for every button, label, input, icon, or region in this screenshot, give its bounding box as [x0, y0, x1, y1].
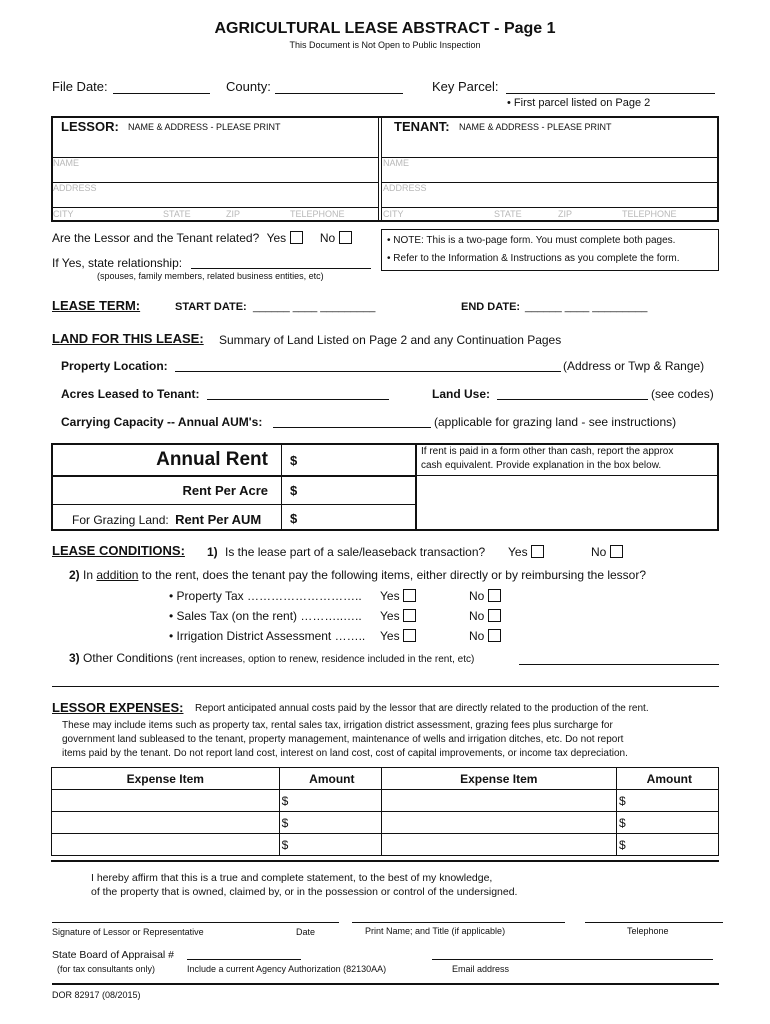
expense-table — [51, 767, 719, 856]
annual-rent-field[interactable] — [300, 446, 414, 474]
expense-amount-cell[interactable] — [617, 790, 719, 812]
lessor-state-label: STATE — [163, 209, 191, 219]
q1-number: 1) — [207, 545, 218, 559]
county-field[interactable] — [275, 93, 403, 94]
q2-property-tax-yes-checkbox[interactable] — [403, 589, 416, 602]
rent-per-aum-field[interactable] — [300, 506, 414, 529]
q2-sales-tax-yes-checkbox[interactable] — [403, 609, 416, 622]
carrying-capacity-field[interactable] — [273, 427, 431, 428]
amount-currency: $ — [619, 815, 626, 830]
lease-term-heading: LEASE TERM: — [52, 298, 141, 313]
email-field[interactable] — [432, 959, 713, 960]
q2-sales-tax-yes-label: Yes — [380, 609, 400, 623]
q2-underlined: addition — [96, 568, 139, 582]
tenant-zip-label: ZIP — [558, 209, 573, 219]
expenses-para-2: government land subleased to the tenant, property management, maintenance of wells and irrigation ditches, etc. Do not report — [62, 734, 624, 745]
q3-field[interactable] — [519, 664, 719, 665]
state-board-label: State Board of Appraisal # — [52, 949, 174, 961]
q1-yes-label: Yes — [508, 545, 528, 559]
end-date-field[interactable]: ______ ____ _________ — [525, 301, 648, 313]
rent-per-aum-currency: $ — [290, 511, 298, 526]
q3-hint: (rent increases, option to renew, residence included in the rent, etc) — [176, 654, 475, 665]
q3 — [69, 651, 474, 665]
q1-no-checkbox[interactable] — [610, 545, 623, 558]
relationship-examples: (spouses, family members, related business entities, etc) — [97, 271, 324, 281]
lessor-expenses-heading: LESSOR EXPENSES: — [52, 700, 184, 715]
expense-amount-cell[interactable] — [617, 812, 719, 834]
expense-item-cell[interactable] — [381, 790, 617, 812]
start-date-label: START DATE: — [175, 301, 247, 313]
q3-field-line-2[interactable] — [52, 686, 719, 687]
q2-property-tax-yes-label: Yes — [380, 589, 400, 603]
expenses-para-3: items paid by the tenant. Do not report land cost, interest on land cost, cost of capital improvements, or income tax depreciation. — [62, 748, 628, 759]
lessor-expenses-intro: Report anticipated annual costs paid by the lessor that are directly related to the production of the rent. — [195, 703, 649, 714]
amount-header-right: Amount — [617, 768, 719, 790]
lessor-zip-label: ZIP — [226, 209, 241, 219]
q2-sales-tax-no-label: No — [469, 609, 485, 623]
lessor-heading: LESSOR: — [61, 119, 119, 134]
tenant-telephone-label: TELEPHONE — [622, 209, 677, 219]
rent-per-acre-currency: $ — [290, 483, 298, 498]
telephone-field[interactable] — [585, 922, 723, 923]
tenant-address-label: ADDRESS — [383, 183, 427, 193]
relationship-label: If Yes, state relationship: — [52, 256, 183, 270]
q2-item-sales-tax: • Sales Tax (on the rent) ………..….. — [169, 609, 362, 623]
start-date-field[interactable]: ______ ____ _________ — [253, 301, 376, 313]
land-use-hint: (see codes) — [651, 387, 714, 401]
land-use-label: Land Use: — [432, 387, 491, 401]
consultants-note: (for tax consultants only) — [57, 964, 156, 974]
amount-currency: $ — [281, 815, 289, 830]
related-question — [52, 231, 352, 245]
expense-row — [52, 790, 719, 812]
q3-text: Other Conditions — [83, 651, 174, 665]
signature-label: Signature of Lessor or Representative — [52, 927, 204, 937]
q1-text: Is the lease part of a sale/leaseback transaction? — [225, 545, 486, 559]
file-date-label: File Date: — [52, 79, 108, 94]
q2-irrigation-no-checkbox[interactable] — [488, 629, 501, 642]
telephone-label: Telephone — [627, 926, 669, 936]
amount-header-left: Amount — [279, 768, 381, 790]
q2-number: 2) — [69, 568, 80, 582]
other-form-note-1: If rent is paid in a form other than cash, report the approx — [421, 446, 674, 457]
property-location-hint: (Address or Twp & Range) — [563, 359, 705, 373]
expense-amount-cell[interactable] — [279, 834, 381, 856]
q2-pre: In — [83, 568, 94, 582]
lessor-instruction: NAME & ADDRESS - PLEASE PRINT — [128, 122, 281, 132]
key-parcel-label: Key Parcel: — [432, 79, 499, 94]
q2-item-property-tax: • Property Tax ……………………….. — [169, 589, 362, 603]
rent-per-aum-label: Rent Per AUM — [175, 512, 262, 527]
tenant-name-field[interactable] — [382, 158, 718, 182]
print-name-label: Print Name; and Title (if applicable) — [365, 926, 506, 936]
first-parcel-note: • First parcel listed on Page 2 — [507, 97, 651, 109]
q2-property-tax-no-label: No — [469, 589, 485, 603]
affirm-line-2: of the property that is owned, claimed by, or in the possession or control of the undersigned. — [91, 886, 518, 898]
print-name-field[interactable] — [352, 922, 565, 923]
key-parcel-field[interactable] — [506, 93, 715, 94]
date-label: Date — [296, 927, 316, 937]
amount-currency: $ — [619, 837, 626, 852]
signature-field[interactable] — [52, 922, 339, 923]
q3-number: 3) — [69, 651, 80, 665]
form-subtitle: This Document is Not Open to Public Inspection — [289, 40, 481, 50]
expenses-para-1: These may include items such as property tax, rental sales tax, irrigation district assessment, grazing fees plus surcharge for — [62, 720, 613, 731]
tenant-instruction: NAME & ADDRESS - PLEASE PRINT — [459, 122, 612, 132]
email-label: Email address — [452, 964, 510, 974]
carrying-capacity-hint: (applicable for grazing land - see instructions) — [434, 415, 677, 429]
lessor-address-field[interactable] — [52, 183, 378, 207]
amount-currency: $ — [281, 837, 289, 852]
q2-irrigation-no-label: No — [469, 629, 485, 643]
q1 — [207, 545, 485, 559]
land-use-field[interactable] — [497, 399, 648, 400]
expense-item-header-left: Expense Item — [52, 768, 280, 790]
acres-leased-label: Acres Leased to Tenant: — [61, 387, 200, 401]
tenant-city-label: CITY — [383, 209, 404, 219]
q1-no-label: No — [591, 545, 607, 559]
amount-currency: $ — [281, 793, 289, 808]
q2 — [69, 568, 646, 582]
form-number: DOR 82917 (08/2015) — [52, 990, 141, 1000]
land-summary: Summary of Land Listed on Page 2 and any Continuation Pages — [219, 333, 562, 347]
end-date-label: END DATE: — [461, 301, 521, 313]
q2-item-irrigation-no — [469, 629, 501, 643]
grazing-prefix: For Grazing Land: — [72, 513, 169, 527]
q2-item-sales-tax-no — [469, 609, 501, 623]
tenant-state-label: STATE — [494, 209, 522, 219]
rent-per-acre-field[interactable] — [300, 477, 414, 503]
expense-row — [52, 812, 719, 834]
expense-row — [52, 834, 719, 856]
annual-rent-currency: $ — [290, 453, 298, 468]
lease-conditions-heading: LEASE CONDITIONS: — [52, 543, 185, 558]
lessor-name-label: NAME — [53, 158, 80, 168]
note-two-page: • NOTE: This is a two-page form. You must complete both pages. — [387, 235, 676, 246]
related-no-checkbox[interactable] — [339, 231, 352, 244]
lessor-address-label: ADDRESS — [53, 183, 97, 193]
affirm-line-1: I hereby affirm that this is a true and complete statement, to the best of my knowledge, — [91, 872, 493, 884]
q1-yes-checkbox[interactable] — [531, 545, 544, 558]
q2-item-sales-tax-yes — [380, 609, 416, 623]
expense-table-header — [52, 768, 719, 790]
related-question-text: Are the Lessor and the Tenant related? — [52, 231, 260, 245]
carrying-capacity-label: Carrying Capacity -- Annual AUM's: — [61, 415, 263, 429]
other-form-note-2: cash equivalent. Provide explanation in the box below. — [421, 460, 662, 471]
expense-item-cell[interactable] — [381, 812, 617, 834]
rent-per-acre-label: Rent Per Acre — [182, 483, 268, 498]
relationship-field[interactable] — [191, 268, 371, 269]
related-yes-label: Yes — [266, 231, 287, 245]
related-no-label: No — [319, 231, 336, 245]
annual-rent-label: Annual Rent — [156, 449, 268, 470]
file-date-field[interactable] — [113, 93, 210, 94]
expense-item-cell[interactable] — [381, 834, 617, 856]
amount-currency: $ — [619, 793, 626, 808]
tenant-name-label: NAME — [383, 158, 410, 168]
q2-irrigation-yes-label: Yes — [380, 629, 400, 643]
q2-item-irrigation-yes — [380, 629, 416, 643]
related-yes-checkbox[interactable] — [290, 231, 303, 244]
expense-amount-cell[interactable] — [279, 790, 381, 812]
q2-property-tax-no-checkbox[interactable] — [488, 589, 501, 602]
q2-text: to the rent, does the tenant pay the following items, either directly or by reimbursing the lessor? — [141, 568, 647, 582]
tenant-address-field[interactable] — [382, 183, 718, 207]
land-heading: LAND FOR THIS LEASE: — [52, 331, 204, 346]
note-instructions: • Refer to the Information & Instructions as you complete the form. — [387, 253, 680, 264]
lessor-telephone-label: TELEPHONE — [290, 209, 345, 219]
property-location-field[interactable] — [175, 371, 561, 372]
grazing-land-label — [72, 512, 261, 527]
expense-item-cell[interactable] — [52, 790, 280, 812]
expense-item-header-right: Expense Item — [381, 768, 617, 790]
q2-item-property-tax-yes — [380, 589, 416, 603]
expense-amount-cell[interactable] — [617, 834, 719, 856]
q2-irrigation-yes-checkbox[interactable] — [403, 629, 416, 642]
q2-sales-tax-no-checkbox[interactable] — [488, 609, 501, 622]
lessor-city-label: CITY — [53, 209, 74, 219]
tenant-heading: TENANT: — [394, 119, 450, 134]
property-location-label: Property Location: — [61, 359, 168, 373]
q2-item-irrigation: • Irrigation District Assessment …….. — [169, 629, 366, 643]
expense-item-cell[interactable] — [52, 834, 280, 856]
acres-leased-field[interactable] — [207, 399, 389, 400]
form-title: AGRICULTURAL LEASE ABSTRACT - Page 1 — [214, 20, 556, 37]
lessor-tenant-divider — [378, 117, 379, 221]
expense-item-cell[interactable] — [52, 812, 280, 834]
rent-explanation-field[interactable] — [418, 477, 718, 530]
expense-amount-cell[interactable] — [279, 812, 381, 834]
authorization-note: Include a current Agency Authorization (82130AA) — [187, 964, 387, 974]
lessor-name-field[interactable] — [52, 158, 378, 182]
county-label: County: — [226, 79, 271, 94]
state-board-field[interactable] — [187, 959, 301, 960]
q1-no — [591, 545, 623, 559]
q1-yes — [508, 545, 544, 559]
q2-item-property-tax-no — [469, 589, 501, 603]
